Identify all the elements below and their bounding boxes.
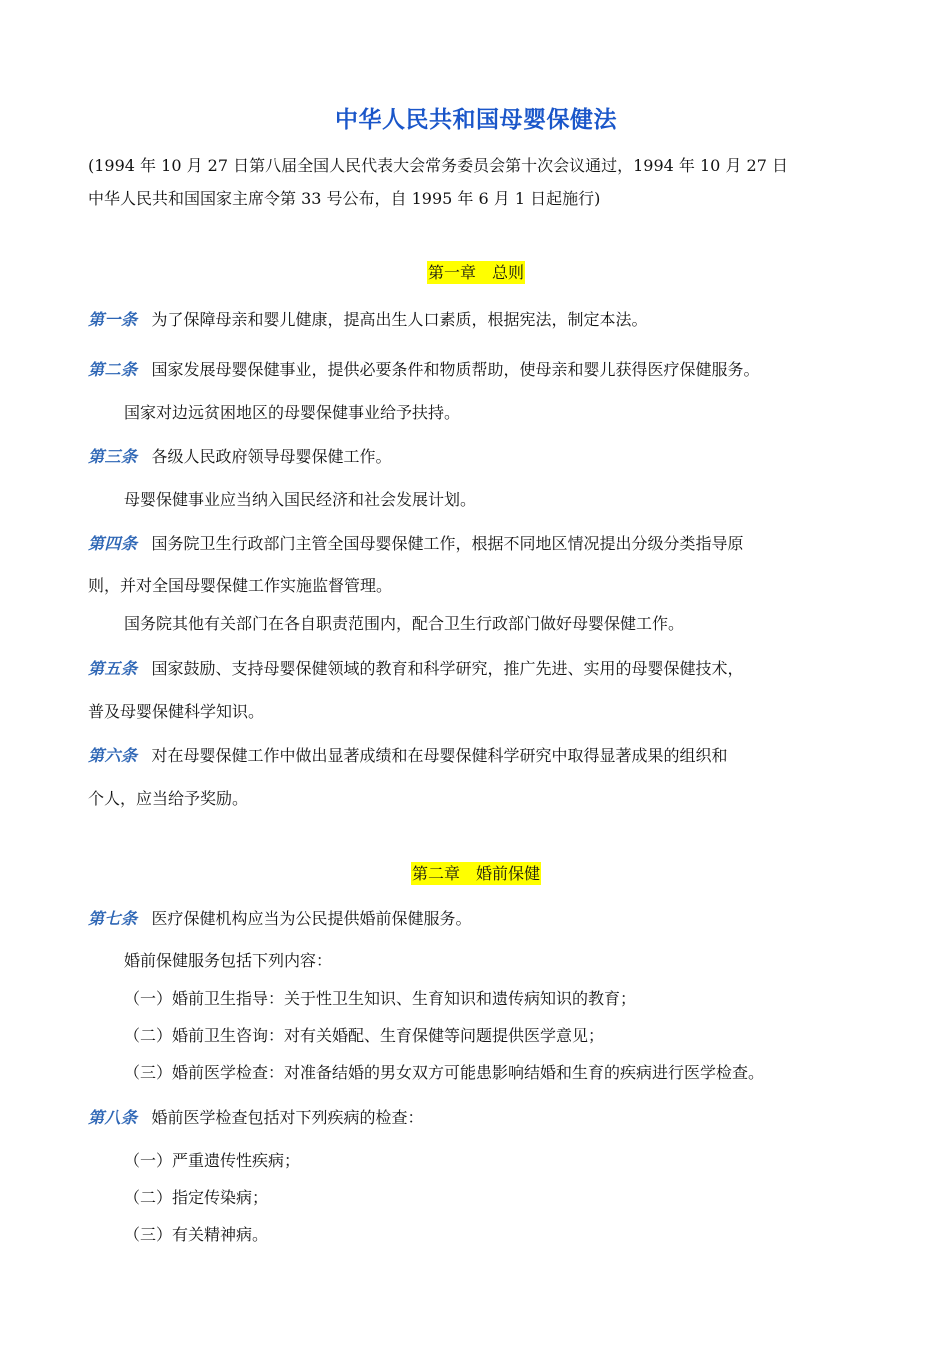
list-item: （三）婚前医学检查：对准备结婚的男女双方可能患影响结婚和生育的疾病进行医学检查。 [124,1063,765,1082]
article-4 [88,531,744,554]
article-text: 对在母婴保健工作中做出显著成绩和在母婴保健科学研究中取得显著成果的组织和 [151,746,728,765]
article-5 [88,656,744,679]
list-item: （一）严重遗传性疾病； [124,1151,301,1170]
list-item: （一）婚前卫生指导：关于性卫生知识、生育知识和遗传病知识的教育； [124,989,637,1008]
article-continuation: 普及母婴保健科学知识。 [88,702,265,721]
article-number: 第三条 [88,447,138,466]
document-title: 中华人民共和国母婴保健法 [335,107,617,133]
article-text: 国务院卫生行政部门主管全国母婴保健工作，根据不同地区情况提出分级分类指导原 [151,534,744,553]
article-6 [88,743,728,766]
subtitle-line-1: (1994 年 10 月 27 日第八届全国人民代表大会常务委员会第十次会议通过，1994 年 10 月 27 日 [88,156,788,175]
document-subtitle [88,149,872,215]
article-7 [88,906,472,929]
article-number: 第五条 [88,659,138,678]
article-8 [88,1105,424,1128]
article-text: 为了保障母亲和婴儿健康，提高出生人口素质，根据宪法，制定本法。 [151,310,648,329]
article-number: 第八条 [88,1108,138,1127]
list-item: （三）有关精神病。 [124,1225,269,1244]
chapter-heading-1: 第一章 总则 [427,263,524,282]
article-2 [88,357,760,380]
article-text: 国家鼓励、支持母婴保健领域的教育和科学研究，推广先进、实用的母婴保健技术， [151,659,744,678]
article-text: 医疗保健机构应当为公民提供婚前保健服务。 [151,909,472,928]
article-number: 第六条 [88,746,138,765]
article-continuation: 则，并对全国母婴保健工作实施监督管理。 [88,576,393,595]
article-paragraph: 国家对边远贫困地区的母婴保健事业给予扶持。 [124,403,461,422]
article-text: 各级人民政府领导母婴保健工作。 [151,447,392,466]
article-number: 第一条 [88,310,138,329]
subtitle-line-2: 中华人民共和国国家主席令第 33 号公布，自 1995 年 6 月 1 日起施行) [88,189,601,208]
article-continuation: 个人，应当给予奖励。 [88,789,249,808]
article-paragraph: 国务院其他有关部门在各自职责范围内，配合卫生行政部门做好母婴保健工作。 [124,614,685,633]
article-text: 国家发展母婴保健事业，提供必要条件和物质帮助，使母亲和婴儿获得医疗保健服务。 [151,360,760,379]
list-item: （二）指定传染病； [124,1188,269,1207]
chapter-heading-2: 第二章 婚前保健 [411,864,540,883]
article-number: 第二条 [88,360,138,379]
article-3 [88,444,392,467]
article-1 [88,307,648,330]
article-paragraph: 母婴保健事业应当纳入国民经济和社会发展计划。 [124,490,477,509]
article-number: 第七条 [88,909,138,928]
article-text: 婚前医学检查包括对下列疾病的检查： [151,1108,424,1127]
list-item: （二）婚前卫生咨询：对有关婚配、生育保健等问题提供医学意见； [124,1026,605,1045]
article-number: 第四条 [88,534,138,553]
article-paragraph: 婚前保健服务包括下列内容： [124,951,333,970]
